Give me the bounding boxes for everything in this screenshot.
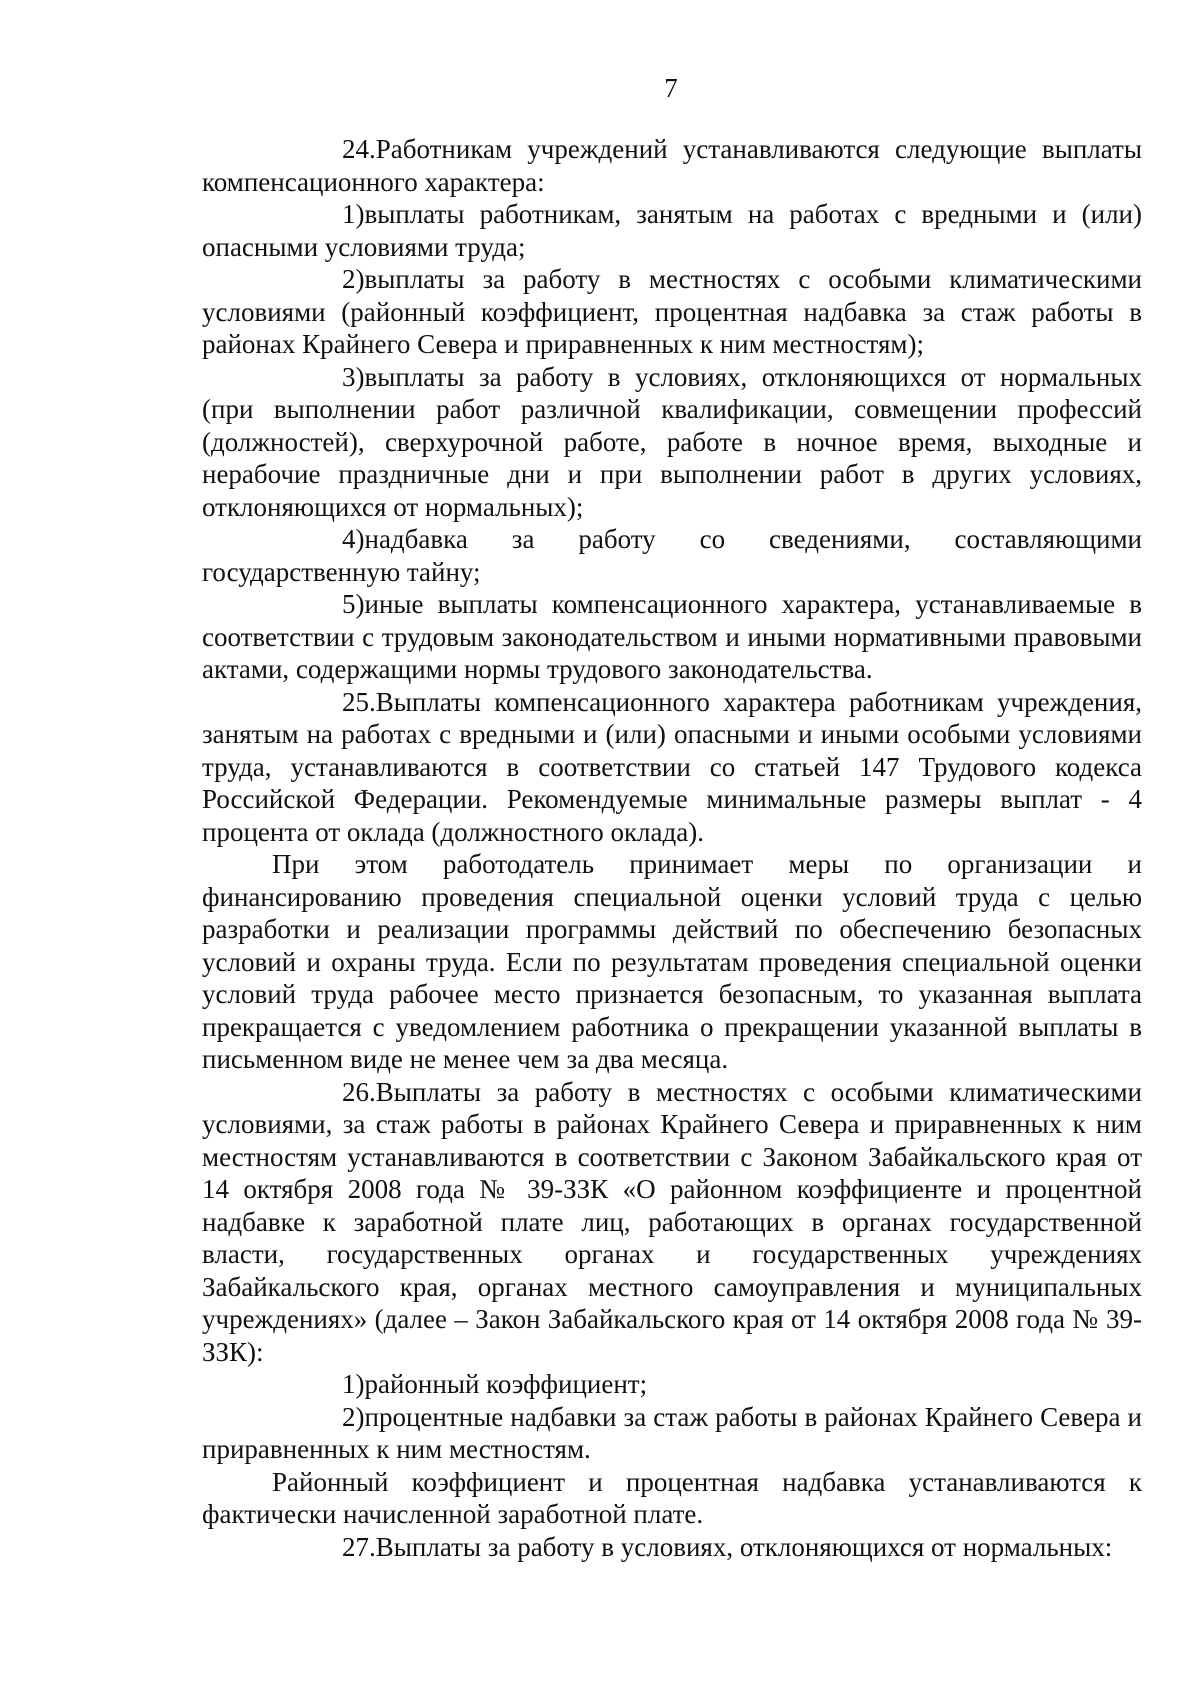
paragraph-number: 25. [342, 686, 376, 717]
list-item-1 [202, 198, 1142, 263]
paragraph-number: 24. [342, 134, 376, 164]
paragraph-26-continued [202, 1466, 1142, 1531]
list-item-text: выплаты работникам, занятым на работах с вредными и (или) опасными условиями труда; [202, 199, 1142, 262]
list-item-2 [202, 263, 1142, 361]
list-item-number: 2) [342, 1401, 365, 1432]
paragraph-text: Выплаты за работу в условиях, отклоняющихся от нормальных: [375, 1531, 1113, 1562]
paragraph-27 [202, 1531, 1142, 1564]
list-item-number: 4) [342, 524, 365, 554]
list-item-5 [202, 588, 1142, 686]
paragraph-text: Работникам учреждений устанавливаются следующие выплаты компенсационного характера: [202, 134, 1142, 197]
list-item-text: процентные надбавки за стаж работы в районах Крайнего Севера и приравненных к ним местностям. [202, 1401, 1142, 1464]
list-item-number: 3) [342, 361, 365, 392]
paragraph-25-continued [202, 848, 1142, 1076]
paragraph-number: 27. [342, 1531, 376, 1562]
list-item-26-2 [202, 1401, 1142, 1466]
paragraph-text: Выплаты за работу в местностях с особыми климатическими условиями, за стаж работы в районах Крайнего Севера и приравненных к ним местностям устанавливаются в соответствии с Законом Забайкальского края от 14 октября 2008 года № 39-ЗЗК «О районном коэффициенте и процентной надбавке к заработной плате лиц, работающих в органах государственной власти, государственных органах и государственных учреждениях Забайкальского края, органах местного самоуправления и муниципальных учреждениях» (далее – Закон Забайкальского края от 14 октября 2008 года № 39-ЗЗК): [202, 1076, 1142, 1367]
paragraph-text: При этом работодатель принимает меры по организации и финансированию проведения специальной оценки условий труда с целью разработки и реализации программы действий по обеспечению безопасных условий и охраны труда. Если по результатам проведения специальной оценки условий труда рабочее место признается безопасным, то указанная выплата прекращается с уведомлением работника о прекращении указанной выплаты в письменном виде не менее чем за два месяца. [202, 849, 1142, 1074]
paragraph-24 [202, 133, 1142, 198]
list-item-number: 1) [342, 1369, 365, 1399]
list-item-4 [202, 523, 1142, 588]
list-item-text: надбавка за работу со сведениями, составляющими государственную тайну; [202, 524, 1142, 587]
paragraph-text: Выплаты компенсационного характера работникам учреждения, занятым на работах с вредными и (или) опасными и иными особыми условиями труда, устанавливаются в соответствии со статьей 147 Трудового кодекса Российской Федерации. Рекомендуемые минимальные размеры выплат - 4 процента от оклада (должностного оклада). [202, 686, 1142, 847]
list-item-number: 1) [342, 199, 365, 229]
list-item-text: районный коэффициент; [364, 1369, 648, 1399]
paragraph-25 [202, 686, 1142, 849]
paragraph-text: Районный коэффициент и процентная надбавка устанавливаются к фактически начисленной заработной плате. [202, 1466, 1142, 1529]
list-item-text: выплаты за работу в условиях, отклоняющихся от нормальных (при выполнении работ различной квалификации, совмещении профессий (должностей), сверхурочной работе, работе в ночное время, выходные и нерабочие праздничные дни и при выполнении работ в других условиях, отклоняющихся от нормальных); [202, 361, 1142, 522]
list-item-3 [202, 361, 1142, 524]
list-item-text: выплаты за работу в местностях с особыми климатическими условиями (районный коэффициент, процентная надбавка за стаж работы в районах Крайнего Севера и приравненных к ним местностям); [202, 264, 1142, 359]
list-item-text: иные выплаты компенсационного характера, устанавливаемые в соответствии с трудовым законодательством и иными нормативными правовыми актами, содержащими нормы трудового законодательства. [202, 589, 1142, 684]
list-item-number: 5) [342, 589, 365, 619]
list-item-26-1 [202, 1368, 1142, 1401]
list-item-number: 2) [342, 264, 365, 294]
paragraph-number: 26. [342, 1076, 376, 1107]
document-body [202, 133, 1142, 1563]
page-number: 7 [664, 73, 678, 103]
paragraph-26 [202, 1076, 1142, 1369]
